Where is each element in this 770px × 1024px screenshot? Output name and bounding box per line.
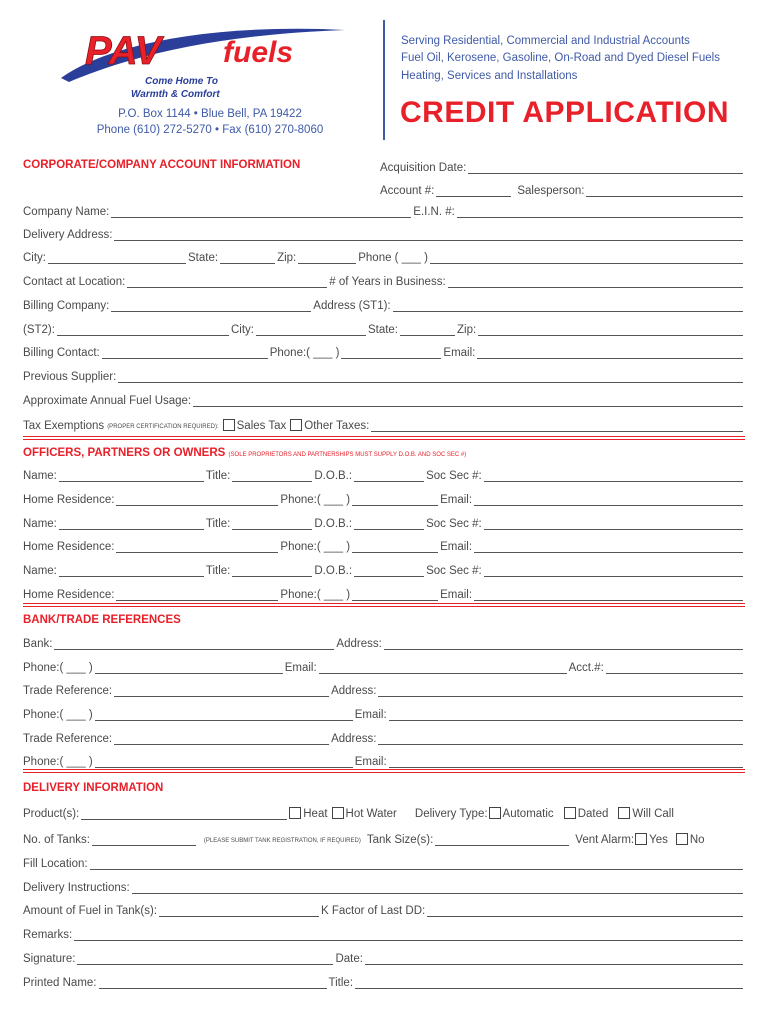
delivery-address-row: Delivery Address: <box>23 225 745 241</box>
trade-ref-2-email-field[interactable] <box>389 757 743 768</box>
years-in-business-field[interactable] <box>448 277 743 288</box>
sales-tax-checkbox[interactable] <box>223 419 235 431</box>
dated-checkbox[interactable] <box>564 807 576 819</box>
svg-text:PAV: PAV <box>85 29 162 73</box>
city-field[interactable] <box>48 253 186 264</box>
salesperson-field[interactable] <box>586 186 743 197</box>
tanks-row: No. of Tanks: (PLEASE SUBMIT TANK REGISTRATION, IF REQUIRED) Tank Size(s): Vent Alarm: Yes No <box>23 834 705 846</box>
bank-phone-row: Phone:( ___ ) Email: Acct.#: <box>23 658 745 674</box>
trade-ref-2-phone-field[interactable] <box>95 757 353 768</box>
address-st1-field[interactable] <box>393 301 743 312</box>
delivery-instructions-row: Delivery Instructions: <box>23 878 745 894</box>
company-address: P.O. Box 1144 • Blue Bell, PA 19422 <box>118 108 302 120</box>
signer-title-field[interactable] <box>355 978 743 989</box>
officer-3-email-field[interactable] <box>474 590 743 601</box>
section-delivery-title: DELIVERY INFORMATION <box>23 782 164 794</box>
officer-1-title-field[interactable] <box>232 471 312 482</box>
printed-name-row: Printed Name: Title: <box>23 973 745 989</box>
previous-supplier-row: Previous Supplier: <box>23 367 745 383</box>
billing-contact-row: Billing Contact: Phone:( ___ ) Email: <box>23 343 745 359</box>
officer-1-phone-field[interactable] <box>352 495 438 506</box>
officer-2-name-field[interactable] <box>59 519 204 530</box>
section-divider <box>23 603 745 607</box>
officer-3-ssn-field[interactable] <box>484 566 743 577</box>
trade-ref-2-row: Trade Reference: Address: <box>23 729 745 745</box>
section-corporate-title: CORPORATE/COMPANY ACCOUNT INFORMATION <box>23 159 301 171</box>
city-row: City: State: Zip: Phone ( ___ ) <box>23 248 745 264</box>
company-name-field[interactable] <box>111 207 411 218</box>
previous-supplier-field[interactable] <box>118 372 743 383</box>
officer-3-name-field[interactable] <box>59 566 204 577</box>
zip-field[interactable] <box>298 253 356 264</box>
state-field[interactable] <box>220 253 275 264</box>
trade-ref-1-email-field[interactable] <box>389 710 743 721</box>
remarks-row: Remarks: <box>23 925 745 941</box>
bank-account-field[interactable] <box>606 663 743 674</box>
heat-checkbox[interactable] <box>289 807 301 819</box>
tax-exemptions-row: Tax Exemptions (PROPER CERTIFICATION REQUIRED): Sales Tax Other Taxes: <box>23 416 745 432</box>
no-of-tanks-field[interactable] <box>92 835 196 846</box>
annual-usage-field[interactable] <box>193 396 743 407</box>
trade-ref-1-field[interactable] <box>114 686 329 697</box>
account-row: Account #: Salesperson: <box>380 181 745 197</box>
other-taxes-checkbox[interactable] <box>290 419 302 431</box>
billing-contact-field[interactable] <box>102 348 268 359</box>
trade-ref-1-address-field[interactable] <box>378 686 743 697</box>
officer-1-dob-field[interactable] <box>354 471 424 482</box>
tank-size-field[interactable] <box>435 835 569 846</box>
officer-1-residence-row: Home Residence: Phone:( ___ ) Email: <box>23 490 745 506</box>
address-st2-field[interactable] <box>57 325 229 336</box>
officer-2-name-row: Name: Title: D.O.B.: Soc Sec #: <box>23 514 745 530</box>
bank-phone-field[interactable] <box>95 663 283 674</box>
officer-3-dob-field[interactable] <box>354 566 424 577</box>
phone-field[interactable] <box>430 253 743 264</box>
fuel-amount-row: Amount of Fuel in Tank(s): K Factor of Last DD: <box>23 901 745 917</box>
svg-text:Warmth & Comfort: Warmth & Comfort <box>131 89 220 100</box>
date-field[interactable] <box>365 954 743 965</box>
billing-city-field[interactable] <box>256 325 366 336</box>
officer-3-residence-field[interactable] <box>116 590 278 601</box>
officer-1-name-field[interactable] <box>59 471 204 482</box>
officer-1-ssn-field[interactable] <box>484 471 743 482</box>
fill-location-row: Fill Location: <box>23 854 745 870</box>
officer-2-email-field[interactable] <box>474 542 743 553</box>
officer-2-residence-field[interactable] <box>116 542 278 553</box>
officer-3-phone-field[interactable] <box>352 590 438 601</box>
officer-3-title-field[interactable] <box>232 566 312 577</box>
officer-3-name-row: Name: Title: D.O.B.: Soc Sec #: <box>23 561 745 577</box>
signature-row: Signature: Date: <box>23 949 745 965</box>
pav-fuels-logo <box>55 20 355 102</box>
bank-address-field[interactable] <box>384 639 743 650</box>
trade-ref-1-phone-row: Phone:( ___ ) Email: <box>23 705 745 721</box>
billing-company-field[interactable] <box>111 301 311 312</box>
billing-zip-field[interactable] <box>478 325 743 336</box>
fuel-amount-field[interactable] <box>159 906 319 917</box>
will-call-checkbox[interactable] <box>618 807 630 819</box>
bank-name-field[interactable] <box>54 639 334 650</box>
trade-ref-1-phone-field[interactable] <box>95 710 353 721</box>
services-line-3: Heating, Services and Installations <box>401 70 578 82</box>
bank-row: Bank: Address: <box>23 634 745 650</box>
services-line-2: Fuel Oil, Kerosene, Gasoline, On-Road and Dyed Diesel Fuels <box>401 52 720 64</box>
fill-location-field[interactable] <box>90 859 743 870</box>
products-field[interactable] <box>81 809 287 820</box>
officer-2-dob-field[interactable] <box>354 519 424 530</box>
section-bank-title: BANK/TRADE REFERENCES <box>23 614 181 626</box>
billing-company-row: Billing Company: Address (ST1): <box>23 296 745 312</box>
company-phone-fax: Phone (610) 272-5270 • Fax (610) 270-8060 <box>96 124 324 136</box>
st2-row: (ST2): City: State: Zip: <box>23 320 745 336</box>
billing-phone-field[interactable] <box>341 348 441 359</box>
trade-ref-1-row: Trade Reference: Address: <box>23 681 745 697</box>
products-row: Product(s): Heat Hot Water Delivery Type: Automatic Dated Will Call <box>23 808 674 820</box>
form-title: CREDIT APPLICATION <box>400 96 729 129</box>
delivery-instructions-field[interactable] <box>132 883 743 894</box>
bank-email-field[interactable] <box>319 663 567 674</box>
billing-state-field[interactable] <box>400 325 455 336</box>
ein-field[interactable] <box>457 207 743 218</box>
header-divider <box>383 20 385 140</box>
svg-text:fuels: fuels <box>223 36 294 69</box>
officer-1-name-row: Name: Title: D.O.B.: Soc Sec #: <box>23 466 745 482</box>
other-taxes-field[interactable] <box>371 421 743 432</box>
section-divider <box>23 436 745 440</box>
acquisition-date-field[interactable] <box>468 163 743 174</box>
officer-2-title-field[interactable] <box>232 519 312 530</box>
automatic-checkbox[interactable] <box>489 807 501 819</box>
acquisition-date-row: Acquisition Date: <box>380 158 745 174</box>
officer-2-phone-field[interactable] <box>352 542 438 553</box>
trade-ref-2-address-field[interactable] <box>378 734 743 745</box>
vent-alarm-no-checkbox[interactable] <box>676 833 688 845</box>
account-number-field[interactable] <box>436 186 511 197</box>
printed-name-field[interactable] <box>99 978 327 989</box>
hot-water-checkbox[interactable] <box>332 807 344 819</box>
billing-email-field[interactable] <box>477 348 743 359</box>
signature-field[interactable] <box>77 954 333 965</box>
contact-field[interactable] <box>127 277 327 288</box>
officer-3-residence-row: Home Residence: Phone:( ___ ) Email: <box>23 585 745 601</box>
officer-2-residence-row: Home Residence: Phone:( ___ ) Email: <box>23 537 745 553</box>
section-divider <box>23 769 745 773</box>
contact-row: Contact at Location: # of Years in Business: <box>23 272 745 288</box>
company-name-row: Company Name: E.I.N. #: <box>23 202 745 218</box>
officer-1-email-field[interactable] <box>474 495 743 506</box>
trade-ref-2-phone-row: Phone:( ___ ) Email: <box>23 752 745 768</box>
delivery-address-field[interactable] <box>114 230 743 241</box>
annual-usage-row: Approximate Annual Fuel Usage: <box>23 391 745 407</box>
k-factor-field[interactable] <box>427 906 743 917</box>
vent-alarm-yes-checkbox[interactable] <box>635 833 647 845</box>
remarks-field[interactable] <box>74 930 743 941</box>
officer-1-residence-field[interactable] <box>116 495 278 506</box>
trade-ref-2-field[interactable] <box>114 734 329 745</box>
svg-text:Come Home To: Come Home To <box>145 76 218 87</box>
officer-2-ssn-field[interactable] <box>484 519 743 530</box>
services-line-1: Serving Residential, Commercial and Industrial Accounts <box>401 35 690 47</box>
section-officers-title: OFFICERS, PARTNERS OR OWNERS (SOLE PROPRIETORS AND PARTNERSHIPS MUST SUPPLY D.O.B. AND SOC SEC #) <box>23 447 467 459</box>
